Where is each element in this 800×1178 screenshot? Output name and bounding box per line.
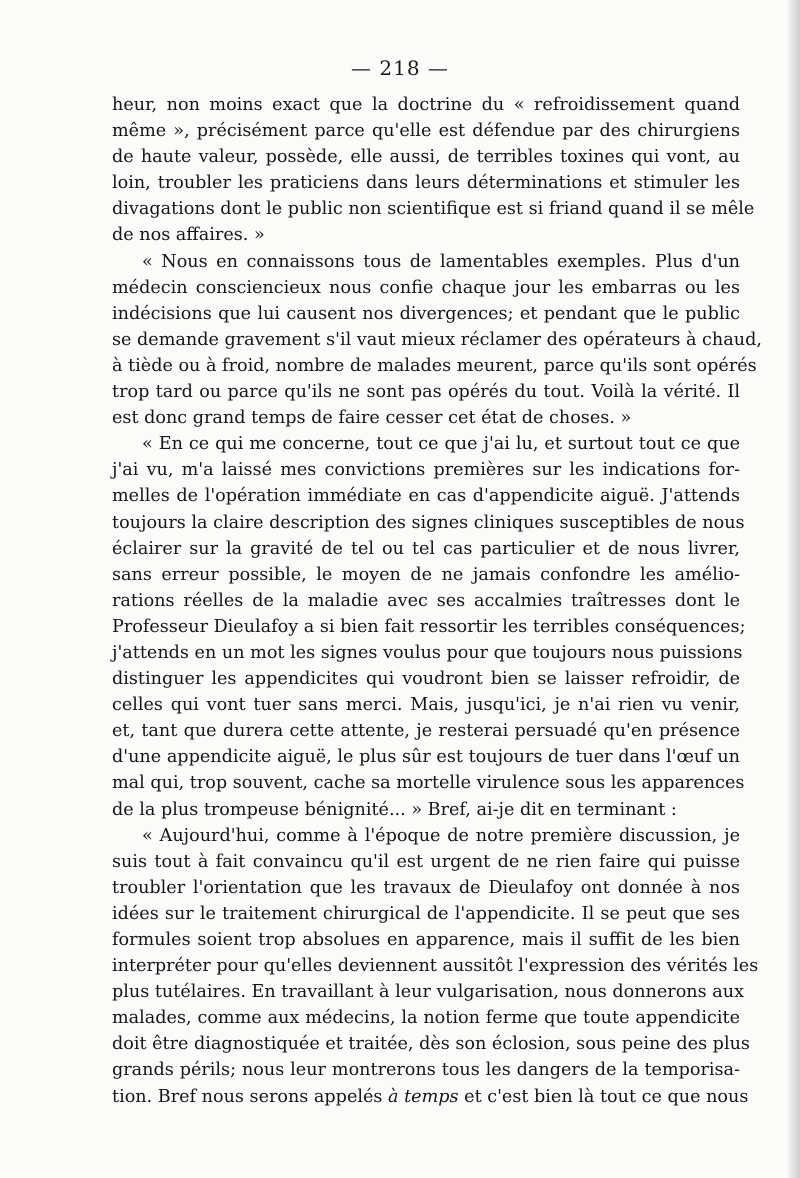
text-line: Professeur Dieulafoy a si bien fait ressortir les terribles conséquences; — [112, 616, 746, 637]
text-line-final — [112, 1084, 749, 1110]
text-line: trop tard ou parce qu'ils ne sont pas opérés du tout. Voilà la vérité. Il — [112, 382, 740, 403]
text-line: j'attends en un mot les signes voulus pour que toujours nous puissions — [112, 642, 743, 663]
text-line: melles de l'opération immédiate en cas d'appendicite aiguë. J'attends — [112, 486, 740, 507]
text-line: même », précisément parce qu'elle est défendue par des chirurgiens — [112, 121, 740, 142]
italic-phrase: à temps — [388, 1086, 459, 1107]
text-line: « Nous en connaissons tous de lamentables exemples. Plus d'un — [142, 251, 740, 272]
text-line: celles qui vont tuer sans merci. Mais, jusqu'ici, je n'ai rien vu venir, — [112, 695, 740, 716]
text-line: distinguer les appendicites qui voudront bien se laisser refroidir, de — [112, 669, 740, 690]
text-line: d'une appendicite aiguë, le plus sûr est toujours de tuer dans l'œuf un — [112, 747, 740, 768]
text-line: indécisions que lui causent nos divergences; et pendant que le public — [112, 303, 740, 324]
text-line: troubler l'orientation que les travaux de Dieulafoy ont donnée à nos — [112, 877, 740, 898]
text-line: rations réelles de la maladie avec ses accalmies traîtresses dont le — [112, 590, 740, 611]
text-line: idées sur le traitement chirurgical de l'appendicite. Il se peut que ses — [112, 903, 740, 924]
text-fragment: tion. Bref nous serons appelés — [112, 1086, 383, 1107]
text-line: et, tant que durera cette attente, je resterai persuadé qu'en présence — [112, 721, 740, 742]
text-line: grands périls; nous leur montrerons tous les dangers de la temporisa- — [112, 1060, 740, 1081]
text-line: est donc grand temps de faire cesser cet état de choses. » — [112, 408, 632, 429]
text-line: divagations dont le public non scientifique est si friand quand il se mêle — [112, 199, 755, 220]
text-fragment-end: et c'est bien là tout ce que nous — [458, 1086, 749, 1107]
text-line: médecin consciencieux nous confie chaque jour les embarras ou les — [112, 277, 740, 298]
text-line: malades, comme aux médecins, la notion ferme que toute appendicite — [112, 1008, 740, 1029]
text-line: de la plus trompeuse bénignité... » Bref, ai-je dit en terminant : — [112, 799, 677, 820]
page-number: — 218 — — [351, 56, 449, 80]
page-edge-shadow — [786, 0, 800, 1178]
text-line: se demande gravement s'il vaut mieux réclamer des opérateurs à chaud, — [112, 329, 762, 350]
text-line: toujours la claire description des signes cliniques susceptibles de nous — [112, 512, 745, 533]
text-line: « Aujourd'hui, comme à l'époque de notre première discussion, je — [142, 825, 740, 846]
body-text — [112, 92, 762, 1110]
text-line: à tiède ou à froid, nombre de malades meurent, parce qu'ils sont opérés — [112, 355, 757, 376]
text-line: heur, non moins exact que la doctrine du « refroidissement quand — [112, 95, 740, 115]
text-line: interpréter pour qu'elles deviennent aussitôt l'expression des vérités les — [112, 956, 759, 977]
text-line: doit être diagnostiquée et traitée, dès son éclosion, sous peine des plus — [112, 1034, 750, 1055]
text-line: j'ai vu, m'a laissé mes convictions premières sur les indications for- — [112, 460, 740, 481]
text-line: éclairer sur la gravité de tel ou tel cas particulier et de nous livrer, — [112, 538, 740, 559]
text-line: formules soient trop absolues en apparence, mais il suffit de les bien — [112, 930, 740, 950]
text-line: sans erreur possible, le moyen de ne jamais confondre les amélio- — [112, 564, 740, 585]
text-line: suis tout à fait convaincu qu'il est urgent de ne rien faire qui puisse — [112, 851, 740, 872]
text-line: plus tutélaires. En travaillant à leur vulgarisation, nous donnerons aux — [112, 982, 745, 1003]
text-line: « En ce qui me concerne, tout ce que j'ai lu, et surtout tout ce que — [142, 434, 740, 455]
text-line: de nos affaires. » — [112, 225, 265, 246]
text-line: loin, troubler les praticiens dans leurs déterminations et stimuler les — [112, 173, 740, 194]
text-line: de haute valeur, possède, elle aussi, de terribles toxines qui vont, au — [112, 147, 740, 168]
text-line: mal qui, trop souvent, cache sa mortelle virulence sous les apparences — [112, 773, 745, 794]
